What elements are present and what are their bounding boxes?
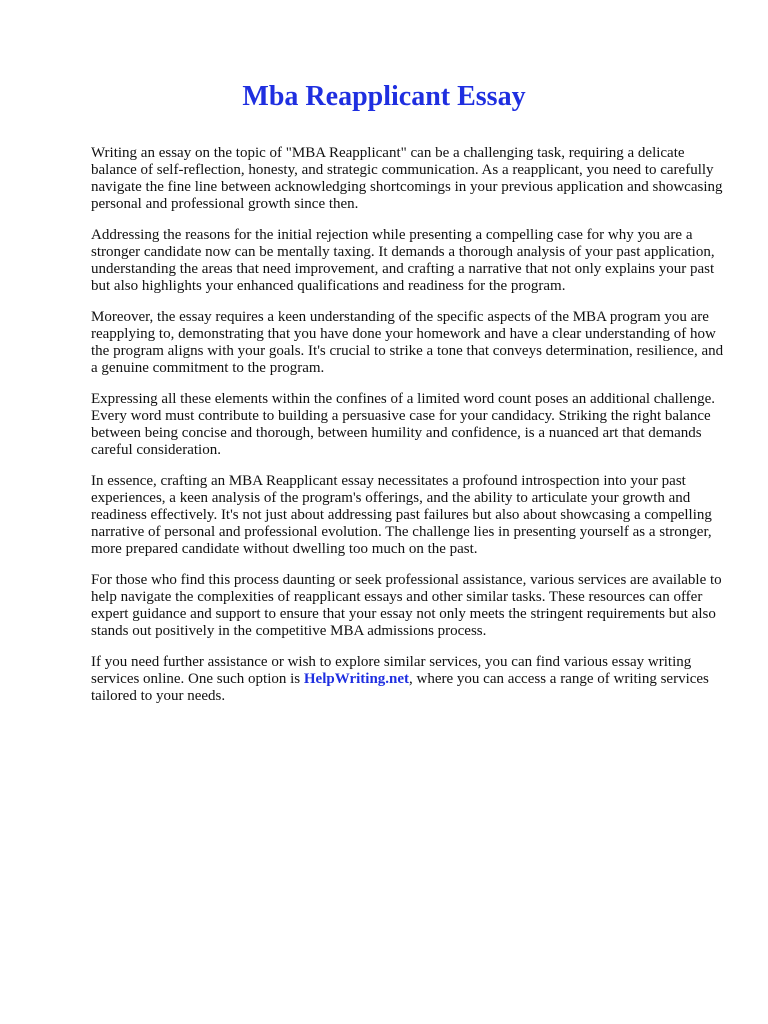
- essay-body: [91, 145, 731, 719]
- helpwriting-link[interactable]: HelpWriting.net: [303, 671, 410, 687]
- paragraph-6: For those who find this process daunting or seek professional assistance, various services are available to help navigate the complexities of reapplicant essays and other similar tasks. These resources can offer expert guidance and support to ensure that your essay not only meets the stringent requirements but also stands out positively in the competitive MBA admissions process.: [91, 572, 722, 639]
- paragraph-3: Moreover, the essay requires a keen understanding of the specific aspects of the MBA program you are reapplying to, demonstrating that you have done your homework and have a clear understanding of how the program aligns with your goals. It's crucial to strike a tone that conveys determination, resilience, and a genuine commitment to the program.: [91, 309, 724, 376]
- paragraph-7-text-before-link: If you need further assistance or wish to explore similar services, you can find various essay writing services online. One such option is: [91, 654, 692, 687]
- page-title: Mba Reapplicant Essay: [242, 81, 526, 112]
- paragraph-1: Writing an essay on the topic of "MBA Reapplicant" can be a challenging task, requiring a delicate balance of self-reflection, honesty, and strategic communication. As a reapplicant, you need to carefully navigate the fine line between acknowledging shortcomings in your previous application and showcasing personal and professional growth since then.: [91, 145, 723, 212]
- paragraph-7-text-after-link: , where you can access a range of writing services tailored to your needs.: [91, 671, 709, 704]
- paragraph-4: Expressing all these elements within the confines of a limited word count poses an additional challenge. Every word must contribute to building a persuasive case for your candidacy. Striking the right balance between being concise and thorough, between humility and confidence, is a nuanced art that demands careful consideration.: [91, 391, 716, 458]
- paragraph-2: Addressing the reasons for the initial rejection while presenting a compelling case for why you are a stronger candidate now can be mentally taxing. It demands a thorough analysis of your past application, understanding the areas that need improvement, and crafting a narrative that not only explains your past but also highlights your enhanced qualifications and readiness for the program.: [91, 227, 715, 294]
- paragraph-5: In essence, crafting an MBA Reapplicant essay necessitates a profound introspection into your past experiences, a keen analysis of the program's offerings, and the ability to articulate your growth and readiness effectively. It's not just about addressing past failures but also about showcasing a compelling narrative of personal and professional evolution. The challenge lies in presenting yourself as a stronger, more prepared candidate without dwelling too much on the past.: [91, 473, 712, 557]
- paragraph-7: [91, 654, 731, 705]
